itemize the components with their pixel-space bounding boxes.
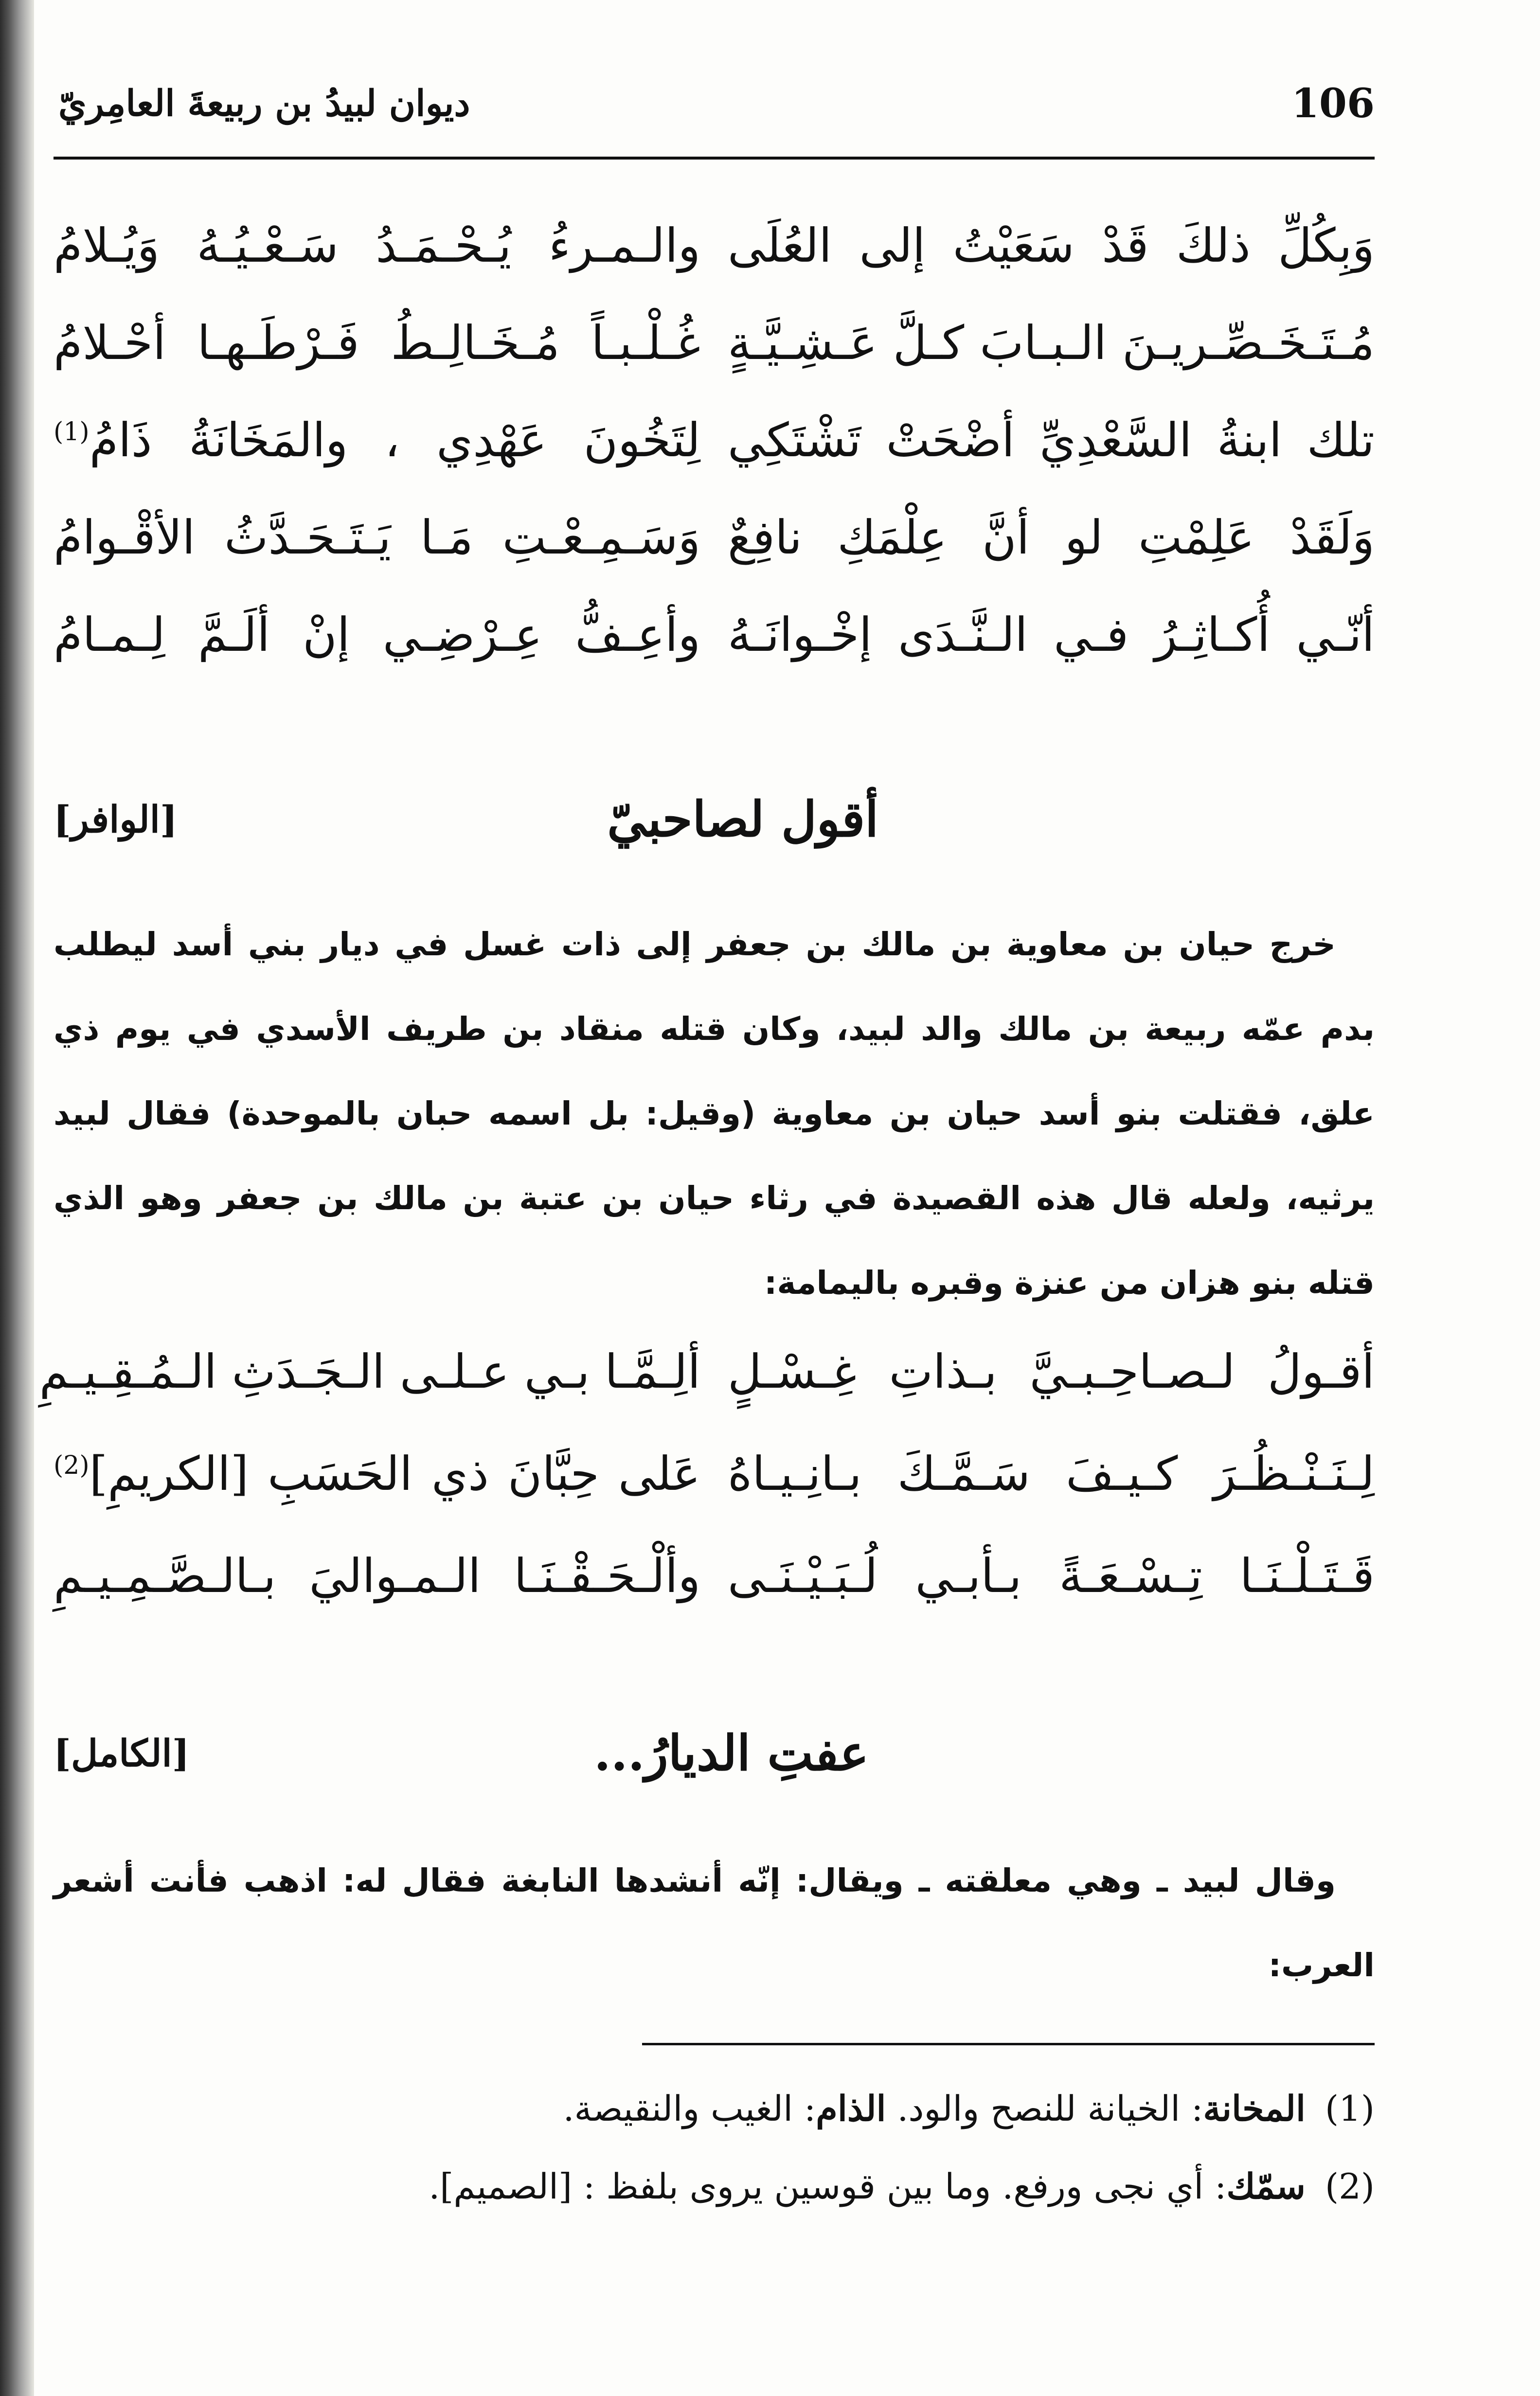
verse-hemistich-first: قَـتَـلْـنَـا تِـسْـعَـةً بـأبـي لُـبَـيْـنَـى — [728, 1549, 1375, 1603]
footnote-term: سمّك — [1226, 2165, 1306, 2207]
verse-hemistich-second: ألِـمَّـا بـي عـلـى الـجَـدَثِ الـمُـقِـيـمِ — [39, 1344, 700, 1399]
verse-line — [0, 392, 1540, 489]
verse-hemistich-second — [54, 1425, 700, 1522]
footnote-rule — [642, 2043, 1375, 2045]
intro-text: وقال لبيد ـ وهي معلقته ـ ويقال: إنّه أنشدها النابغة فقال له: اذهب فأنت أشعر العرب: — [54, 1862, 1375, 1984]
verse-hemistich-second: وَسَـمِـعْـتِ مَـا يَـتَـحَـدَّثُ الأقْـوامُ — [54, 510, 700, 565]
verse-hemistich-first: لِـنَـنْـظُـرَ كـيـفَ سَـمَّـكَ بـانِـيـاهُ — [728, 1447, 1375, 1501]
footnote-marker: (1) — [54, 417, 90, 447]
footnote-number: (2) — [1325, 2166, 1375, 2207]
footnote — [54, 2070, 1375, 2147]
verse-hemistich-first: وَلَقَدْ عَلِمْتِ لو أنَّ عِلْمَكِ نافِعٌ — [728, 510, 1375, 565]
poem-meter: [الكامل] — [54, 1732, 190, 1775]
header-rule — [54, 157, 1375, 160]
verse-line — [0, 197, 1540, 294]
verse-line — [0, 1527, 1540, 1625]
verse-text: عَلى حِبَّانَ ذي الحَسَبِ [الكريمِ] — [89, 1447, 700, 1501]
verse-hemistich-first: مُـتَـخَـصِّـريـنَ الـبـابَ كـلَّ عَـشِـيَّـةٍ — [728, 316, 1375, 370]
footnote-number: (1) — [1325, 2088, 1375, 2129]
footnote-definition: : الخيانة للنصح والود. — [897, 2088, 1203, 2129]
footnote-marker: (2) — [54, 1451, 90, 1480]
footnote-definition: : الغيب والنقيصة. — [563, 2088, 816, 2129]
footnote-term: الذام — [816, 2088, 886, 2129]
verse-hemistich-second: غُـلْـبـاً مُـخَـالِـطُ فَـرْطَـهـا أحْـلامُ — [54, 316, 700, 370]
verse-line — [0, 489, 1540, 586]
footnote-definition: : أي نجى ورفع. وما بين قوسين يروى بلفظ : [الصميم]. — [429, 2166, 1227, 2207]
verse-line — [0, 586, 1540, 683]
footnote-term: المخانة — [1203, 2088, 1306, 2129]
verse-line — [0, 294, 1540, 392]
poem-title: عفتِ الديارُ... — [593, 1724, 869, 1782]
footnote-text — [429, 2147, 1306, 2225]
verse-line — [0, 1323, 1540, 1420]
poem-intro — [54, 902, 1375, 1325]
verse-hemistich-first: وَبِكُلِّ ذلكَ قَدْ سَعَيْتُ إلى العُلَى — [728, 218, 1375, 273]
footnote-text — [563, 2070, 1306, 2147]
verse-hemistich-second: وألْـحَـقْـنَـا الـمـواليَ بـالـصَّـمِـيـمِ — [54, 1549, 700, 1603]
poem-intro — [54, 1839, 1375, 2008]
footnote — [54, 2147, 1375, 2225]
poem-title: أقول لصاحبيّ — [607, 790, 878, 848]
page-number: 106 — [1291, 80, 1375, 127]
poem-meter: [الوافر] — [54, 798, 178, 841]
verse-hemistich-second: وأعِـفُّ عِـرْضِـي إنْ ألَـمَّ لِـمـامُ — [54, 608, 700, 662]
verse-hemistich-first: تلك ابنةُ السَّعْدِيِّ أضْحَتْ تَشْتَكِي — [728, 413, 1375, 467]
verse-hemistich-second — [54, 392, 700, 489]
footnotes — [54, 2070, 1375, 2225]
verse-text: لِتَخُونَ عَهْدِي ، والمَخَانَةُ ذَامُ — [89, 413, 700, 467]
verse-hemistich-first: أقـولُ لـصـاحِـبـيَّ بـذاتِ غِـسْـلٍ — [728, 1344, 1375, 1399]
verse-hemistich-first: أنّـي أُكـاثِـرُ فـي الـنَّـدَى إخْـوانَـهُ — [728, 608, 1375, 662]
verse-line — [0, 1425, 1540, 1522]
running-title: ديوان لبيدُ بن ربيعةَ العامِريّ — [58, 83, 470, 125]
intro-text: خرج حيان بن معاوية بن مالك بن جعفر إلى ذات غسل في ديار بني أسد ليطلب بدم عمّه ربيعة بن مالك والد لبيد، وكان قتله منقاد بن طريف الأسدي في يوم ذي علق، فقتلت بنو أسد حيان بن معاوية (وقيل: بل اسمه حبان بالموحدة) فقال لبيد يرثيه، ولعله قال هذه القصيدة في رثاء حيان بن عتبة بن مالك بن جعفر وهو الذي قتله بنو هزان من عنزة وقبره باليمامة: — [54, 926, 1375, 1302]
verse-hemistich-second: والـمـرءُ يُـحْـمَـدُ سَـعْـيُـهُ وَيُـلامُ — [54, 218, 700, 273]
